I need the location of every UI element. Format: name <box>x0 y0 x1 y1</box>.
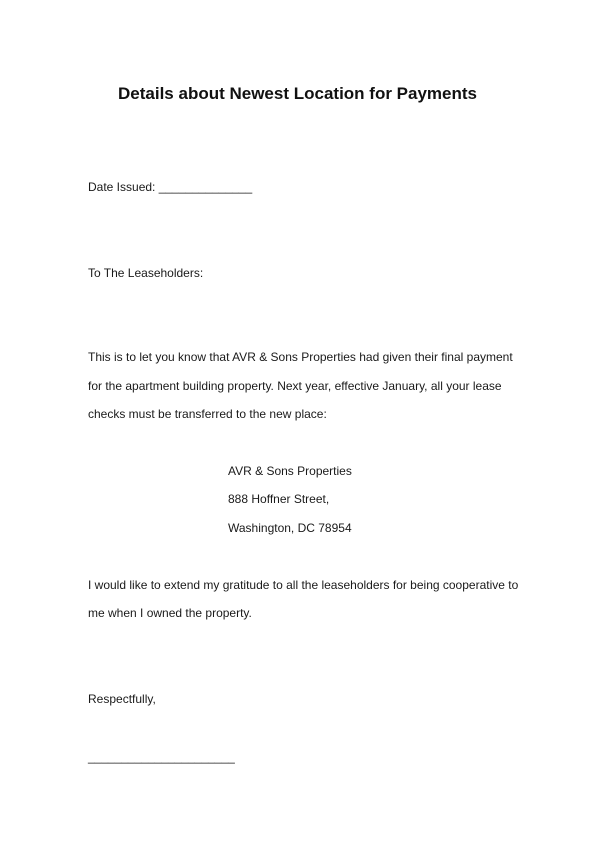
signature-line: ______________________ <box>88 750 235 764</box>
address-line-2: 888 Hoffner Street, <box>228 492 330 506</box>
paragraph-1-line-1: This is to let you know that AVR & Sons Properties had given their final payment <box>88 350 513 364</box>
paragraph-2-line-1: I would like to extend my gratitude to all the leaseholders for being cooperative to <box>88 578 519 592</box>
paragraph-1-line-2: for the apartment building property. Next year, effective January, all your lease <box>88 379 502 393</box>
salutation: To The Leaseholders: <box>88 266 204 280</box>
date-issued-line: Date Issued: ______________ <box>88 180 253 194</box>
paragraph-1-line-3: checks must be transferred to the new place: <box>88 407 327 421</box>
document-title: Details about Newest Location for Payments <box>118 84 477 103</box>
closing: Respectfully, <box>88 692 156 706</box>
paragraph-2-line-2: me when I owned the property. <box>88 606 252 620</box>
address-line-1: AVR & Sons Properties <box>228 464 352 478</box>
address-line-3: Washington, DC 78954 <box>228 521 352 535</box>
